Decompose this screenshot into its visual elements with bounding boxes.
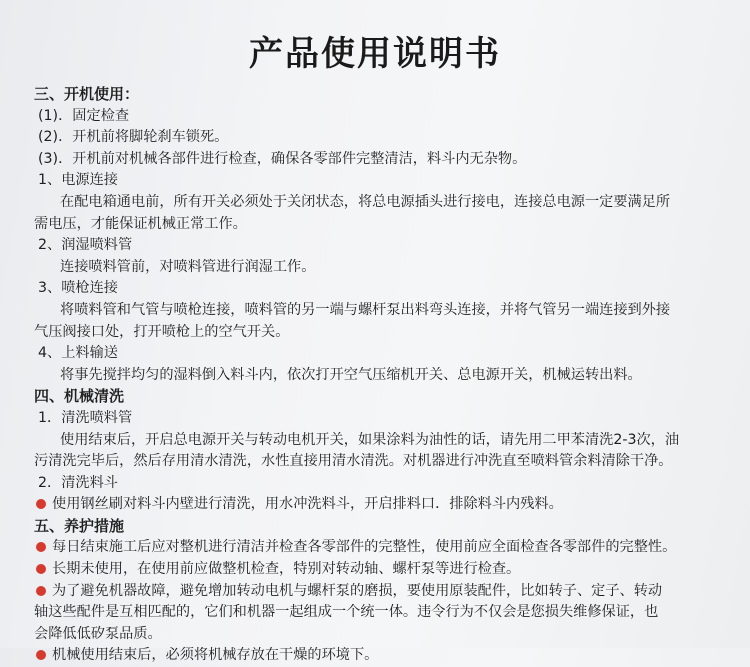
paragraph-line: 轴这些配件是互相匹配的，它们和机器一起组成一个统一体。违令行为不仅会是您损失维修保证，也 bbox=[34, 604, 659, 621]
paragraph-line: 使用结束后，开启总电源开关与转动电机开关，如果涂料为油性的话，请先用二甲苯清洗2-3次，油 bbox=[60, 431, 680, 448]
bullet-item: 每日结束施工后应对整机进行清洁并检查各零部件的完整性，使用前应全面检查各零部件的完整性。 bbox=[34, 537, 724, 559]
red-bullet-icon bbox=[36, 564, 46, 574]
bullet-item: 为了避免机器故障，避免增加转动电机与螺杆泵的磨损，要使用原装配件，比如转子、定子、转动 bbox=[34, 581, 724, 603]
paragraph-line: 需电压，才能保证机械正常工作。 bbox=[34, 215, 247, 232]
paragraph-line: 将事先搅拌均匀的湿料倒入料斗内，依次打开空气压缩机开关、总电源开关，机械运转出料。 bbox=[60, 366, 642, 383]
subheading-clean-hopper: 2．清洗料斗 bbox=[38, 474, 118, 491]
bullet-item: 长期未使用，在使用前应做整机检查，特别对转动轴、螺杆泵等进行检查。 bbox=[34, 559, 724, 581]
subheading-clean-hose: 1．清洗喷料管 bbox=[38, 409, 133, 426]
document-title: 产品使用说明书 bbox=[249, 34, 501, 74]
bullet-item: 机械使用结束后，必须将机械存放在干燥的环境下。 bbox=[34, 645, 724, 667]
paragraph-line: 气压阀接口处，打开喷枪上的空气开关。 bbox=[34, 323, 290, 340]
paragraph-line: 连接喷料管前，对喷料管进行润湿工作。 bbox=[60, 258, 316, 275]
section-heading-startup: 三、开机使用： bbox=[34, 85, 140, 103]
step-item: (1)．固定检查 bbox=[38, 107, 130, 124]
paragraph-line: 在配电箱通电前，所有开关必须处于关闭状态，将总电源插头进行接电，连接总电源一定要满足所 bbox=[60, 193, 671, 210]
red-bullet-icon bbox=[36, 586, 46, 596]
step-item: (3)．开机前对机械各部件进行检查，确保各零部件完整清洁，料斗内无杂物。 bbox=[38, 150, 527, 167]
subheading-spray-gun: 3、喷枪连接 bbox=[38, 280, 118, 297]
section-heading-maintenance: 五、养护措施 bbox=[34, 516, 125, 535]
paragraph-line: 将喷料管和气管与喷枪连接，喷料管的另一端与螺杆泵出料弯头连接，并将气管另一端连接到外接 bbox=[60, 301, 671, 318]
red-bullet-icon bbox=[36, 650, 46, 660]
paragraph-line: 会降低低矽泵品质。 bbox=[34, 625, 162, 642]
red-bullet-icon bbox=[36, 542, 46, 552]
section-heading-cleaning: 四、机械清洗 bbox=[34, 387, 125, 406]
bullet-item: 使用钢丝刷对料斗内壁进行清洗，用水冲洗料斗，开启排料口．排除料斗内残料。 bbox=[34, 494, 724, 516]
subheading-feeding: 4、上料输送 bbox=[38, 345, 118, 362]
red-bullet-icon bbox=[36, 499, 46, 509]
step-item: (2)．开机前将脚轮刹车锁死。 bbox=[38, 129, 229, 146]
subheading-moisten: 2、润湿喷料管 bbox=[38, 237, 133, 254]
subheading-power: 1、电源连接 bbox=[38, 172, 118, 189]
manual-content bbox=[34, 84, 724, 667]
paragraph-line: 污清洗完毕后，然后存用清水清洗，水性直接用清水清洗。对机器进行冲洗直至喷料管余料清除干净。 bbox=[34, 453, 673, 470]
